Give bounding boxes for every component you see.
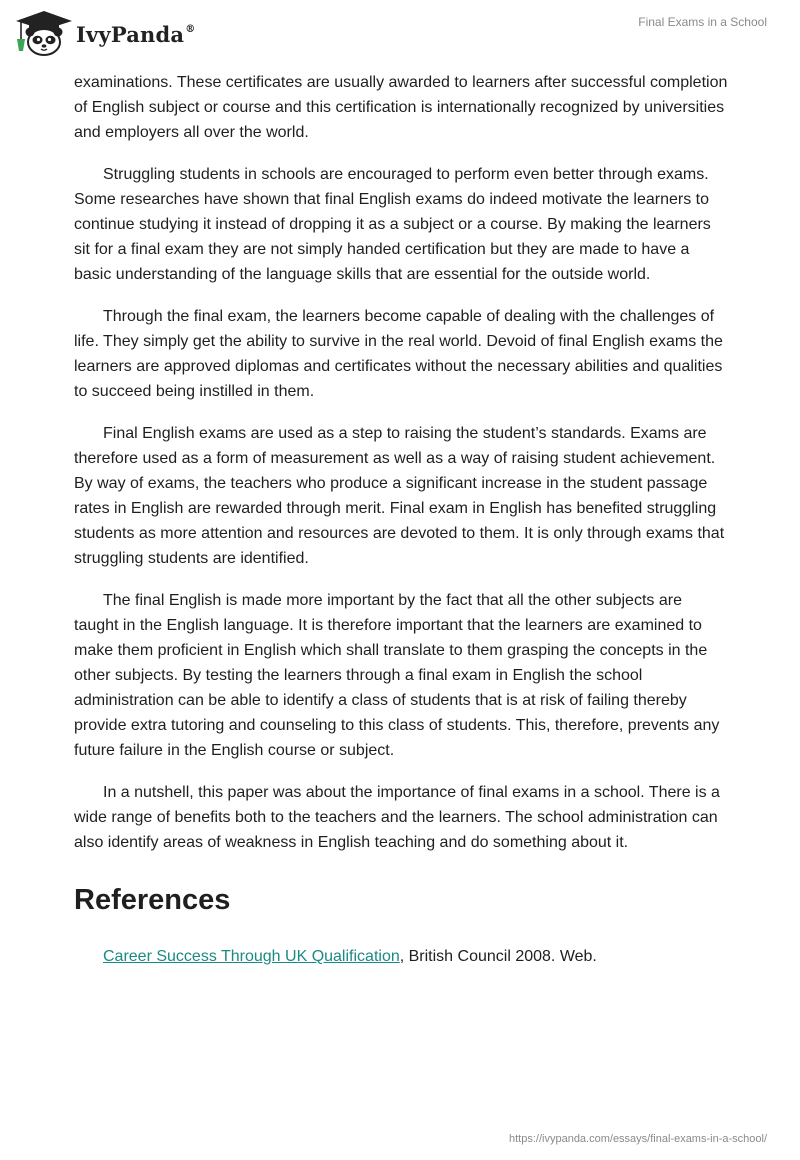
page-header xyxy=(0,0,800,64)
reference-entry xyxy=(103,944,730,969)
reference-details: , British Council 2008. Web. xyxy=(399,948,597,965)
paragraph: Through the final exam, the learners become capable of dealing with the challenges of life. They simply get the ability to survive in the real world. Devoid of final English exams the learners are approved diplomas and certificates without the necessary abilities and qualities to succeed being instilled in them. xyxy=(74,308,723,400)
document-title: Final Exams in a School xyxy=(638,15,767,29)
references-heading: References xyxy=(74,884,231,916)
ivypanda-logo[interactable] xyxy=(14,9,195,57)
panda-graduation-cap-icon xyxy=(14,9,74,57)
footer-url: https://ivypanda.com/essays/final-exams-in-a-school/ xyxy=(509,1133,767,1145)
paragraph: The final English is made more important by the fact that all the other subjects are taught in the English language. It is therefore important that the learners are examined to make them proficient in English which shall translate to them grasping the concepts in the other subjects. By testing the learners through a final exam in English the school administration can be able to identify a class of students that is at risk of failing thereby provide extra tutoring and counseling to this class of students. This, therefore, prevents any future failure in the English course or subject. xyxy=(74,592,720,759)
essay-body xyxy=(74,70,730,969)
paragraph: In a nutshell, this paper was about the importance of final exams in a school. There is a wide range of benefits both to the teachers and the learners. The school administration can also identify areas of weakness in English teaching and do something about it. xyxy=(74,784,720,851)
registered-mark: ® xyxy=(185,23,196,35)
paragraph: Struggling students in schools are encouraged to perform even better through exams. Some researches have shown that final English exams do indeed motivate the learners to continue studying it instead of dropping it as a subject or a course. By making the learners sit for a final exam they are not simply handed certification but they are made to have a basic understanding of the language skills that are essential for the outside world. xyxy=(74,166,711,283)
logo-wordmark: IvyPanda® xyxy=(76,21,196,47)
paragraph: Final English exams are used as a step to raising the student’s standards. Exams are therefore used as a form of measurement as well as a way of raising student achievement. By way of exams, the teachers who produce a significant increase in the student passage rates in English are rewarded through merit. Final exam in English has benefited struggling students as more attention and resources are devoted to them. It is only through exams that struggling students are identified. xyxy=(74,425,725,567)
reference-link[interactable]: Career Success Through UK Qualification xyxy=(103,948,400,965)
paragraph-continued: examinations. These certificates are usually awarded to learners after successful completion of English subject or course and this certification is internationally recognized by universities and employers all over the world. xyxy=(74,74,728,141)
